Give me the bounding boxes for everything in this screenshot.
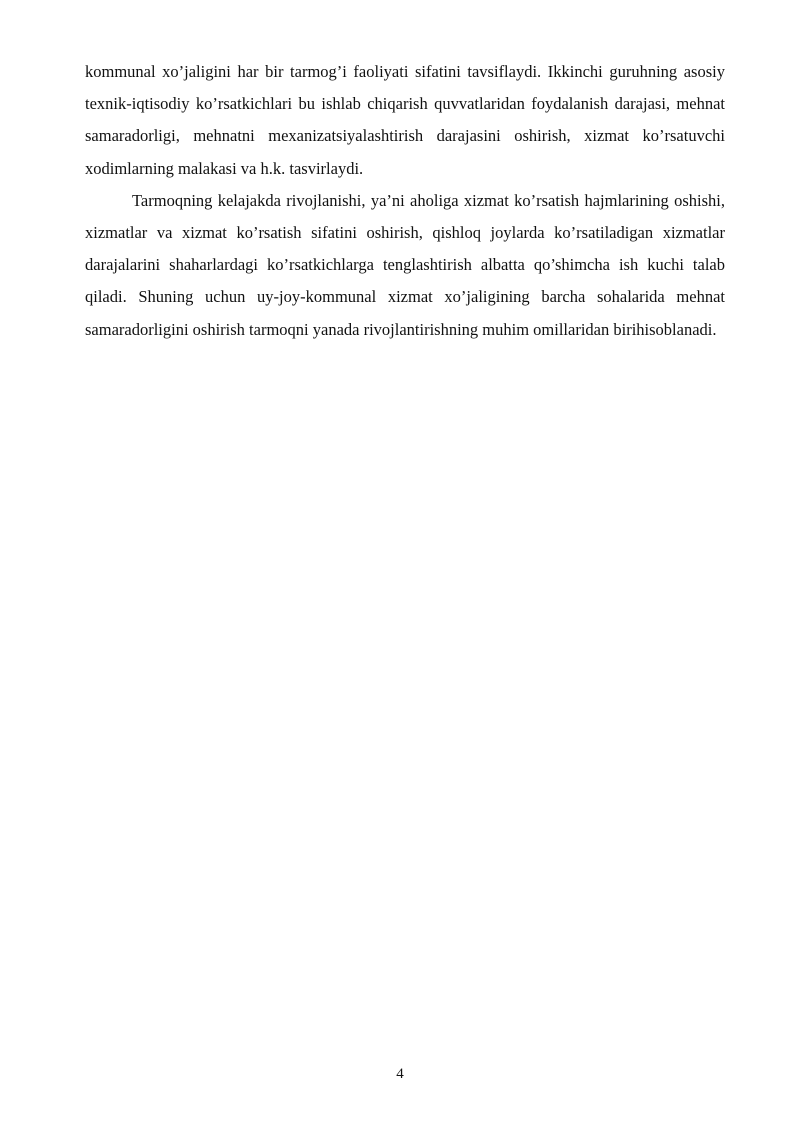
paragraph-tarmoq-development: Tarmoqning kelajakda rivojlanishi, ya’ni aholiga xizmat ko’rsatish hajmlarining oshishi, xizmatlar va xizmat ko’rsatish sifatini oshirish, qishloq joylarda ko’rsatiladigan xizmatlar darajalarini shaharlardagi ko’rsatkichlarga tenglashtirish albatta qo’shimcha ish kuchi talab qiladi. Shuning uchun uy-joy-kommunal xizmat xo’jaligining barcha sohalarida mehnat samaradorligini oshirish tarmoqni yanada rivojlantirishning muhim omillaridan birihisoblanadi. (85, 190, 725, 339)
paragraph-continuation: kommunal xo’jaligini har bir tarmog’i faoliyati sifatini tavsiflaydi. Ikkinchi guruhning asosiy texnik-iqtisodiy ko’rsatkichlari bu ishlab chiqarish quvvatlaridan foydalanish darajasi, mehnat samaradorligi, mehnatni mexanizatsiyalashtirish darajasini oshirish, xizmat ko’rsatuvchi xodimlarning malakasi va h.k. tasvirlaydi. (85, 62, 725, 178)
body-text (85, 56, 725, 346)
page-number: 4 (396, 1066, 404, 1082)
